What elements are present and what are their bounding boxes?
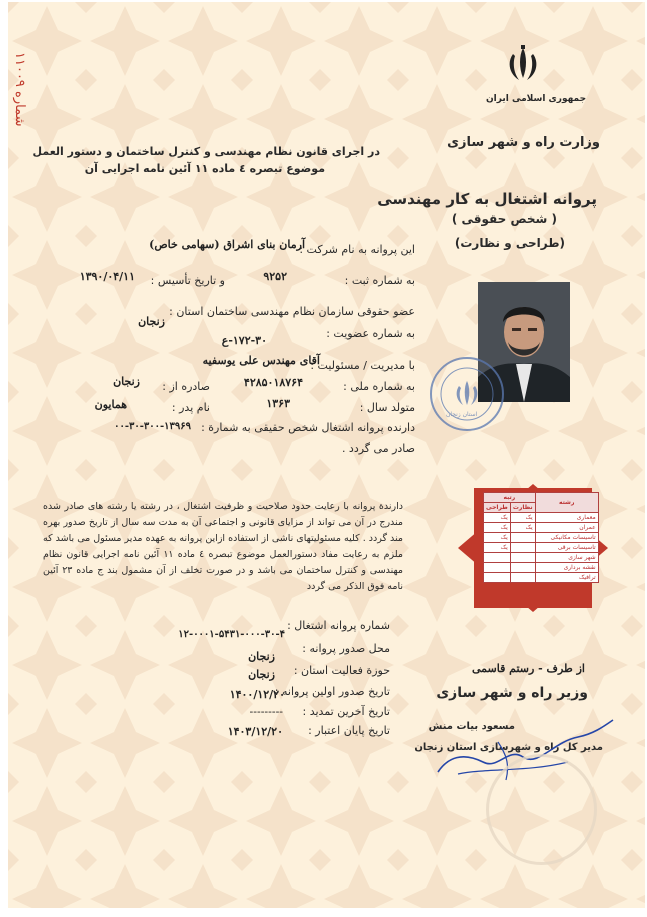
row-field: تاسیسات مکانیکی	[535, 533, 598, 543]
member-number-label: به شماره عضویت :	[326, 327, 415, 340]
row-field: شهر سازی	[535, 553, 598, 563]
father-name-value: همایون	[94, 398, 127, 411]
company-name: آرمان بنای اشراق (سهامی خاص)	[149, 238, 305, 251]
row-supervision	[510, 543, 535, 553]
row-design: یک	[484, 543, 511, 553]
table-row	[484, 553, 599, 563]
activity-value: زنجان	[248, 668, 275, 681]
holder-label: دارنده پروانه اشتغال شخص حقیقی به شمارة :	[201, 421, 415, 434]
issued-from-label: صادره از :	[162, 380, 210, 393]
reg-number-label: به شماره ثبت :	[344, 274, 415, 287]
col-field-header: رشته	[535, 493, 598, 513]
intro-line-2: موضوع تبصره ٤ ماده ۱۱ آئین نامه اجرایی آن	[84, 162, 325, 175]
row-field: عمران	[535, 523, 598, 533]
table-row	[484, 533, 599, 543]
row-design: یک	[484, 523, 511, 533]
manager-name: آقای مهندس علی یوسفیه	[202, 354, 320, 367]
grade-header: رتبه	[484, 493, 536, 503]
member-label: عضو حقوقی سازمان نظام مهندسی ساختمان استان :	[169, 305, 415, 318]
license-no-label: شماره پروانه اشتغال :	[287, 619, 390, 632]
license-title: پروانه اشتغال به کار مهندسی	[377, 190, 597, 208]
stamp-emblem-icon	[432, 359, 502, 429]
license-subtitle: ( شخص حقوقی )	[451, 212, 557, 226]
table-row	[484, 573, 599, 583]
holder-value: ۰۰-۳۰-۳۰۰-۱۳۹۶۹	[114, 421, 191, 432]
first-date-value: ۱۴۰۰/۱۲/۲۰	[229, 688, 285, 701]
row-supervision	[510, 573, 535, 583]
minister-title: وزیر راه و شهر سازی	[436, 685, 588, 701]
expiry-date-value: ۱۴۰۳/۱۲/۲۰	[227, 725, 283, 738]
table-row	[484, 563, 599, 573]
issued-from-value: زنجان	[113, 375, 140, 388]
serial-number: شماره ۱۱۰۰۹	[12, 52, 27, 127]
license-no-value: ۱۲-۰۰۰۱-۵۴۳۱-۰۰۰-۳۰-۴	[178, 629, 285, 640]
renew-date-label: تاریخ آخرین تمدید :	[302, 705, 390, 718]
license-document	[8, 2, 645, 908]
first-date-label: تاریخ صدور اولین پروانه :	[274, 685, 390, 698]
row-field: تاسیسات برقی	[535, 543, 598, 553]
row-field: ترافیک	[535, 573, 598, 583]
manager-label: با مدیریت / مسئولیت :	[310, 359, 415, 372]
col-design-header: طراحی	[484, 503, 511, 513]
expiry-date-label: تاریخ پایان اعتبار :	[308, 724, 390, 737]
minister-prefix: از طرف - رستم قاسمی	[471, 662, 585, 675]
company-label: این پروانه به نام شرکت :	[299, 243, 415, 256]
row-field: نقشه برداری	[535, 563, 598, 573]
row-supervision: یک	[510, 523, 535, 533]
body-paragraph: دارندة پروانه با رعایت حدود صلاحیت و ظرفیت اشتغال ، در رشته یا رشته های صادر شده مندرج در آن می تواند از مزایای قانونی و اجتماعی آن به مدت سه سال از تاریخ صدور بهره مند گردد . کلیه مسئولیتهای ناشی از استفاده ازاین پروانه به عهده مدیر مسئول می باشد که ملزم به رعایت مفاد دستورالعمل موضوع تبصره ٤ ماده ۱۱ آئین نامه اجرایی قانون نظام مهندسی و کنترل ساختمان می باشد و در صورت تخلف از آن مشمول بند ج ماده ۲۳ آئین نامه فوق الذکر می گردد	[43, 501, 403, 592]
founding-date-value: ۱۳۹۰/۰۴/۱۱	[79, 270, 135, 283]
row-design: یک	[484, 533, 511, 543]
table-row	[484, 513, 599, 523]
director-stamp	[486, 754, 597, 865]
ministry-stamp	[430, 357, 504, 431]
issue-place-label: محل صدور پروانه :	[302, 642, 390, 655]
reg-number-value: ۹۲۵۲	[263, 270, 287, 283]
member-number-value: ۱۷۲-۳۰-ع	[221, 334, 267, 347]
activity-label: حوزة فعالیت استان :	[293, 664, 390, 677]
table-row	[484, 543, 599, 553]
issued-text: صادر می گردد .	[341, 442, 415, 455]
founding-date-label: و تاریخ تأسیس :	[150, 274, 225, 287]
row-field: معماری	[535, 513, 598, 523]
national-id-value: ۴۲۸۵۰۱۸۷۶۴	[243, 376, 303, 389]
issue-place-value: زنجان	[248, 650, 275, 663]
row-supervision	[510, 533, 535, 543]
license-scope: (طراحی و نظارت)	[454, 236, 565, 250]
father-name-label: نام پدر :	[171, 401, 210, 414]
intro-line-1: در اجرای قانون نظام مهندسی و کنترل ساختمان و دستور العمل	[32, 145, 380, 158]
table-row	[484, 523, 599, 533]
grades-box	[458, 484, 608, 612]
member-province: زنجان	[138, 315, 165, 328]
iran-emblem-icon	[505, 44, 541, 84]
row-design: یک	[484, 513, 511, 523]
renew-date-value: ---------	[249, 705, 283, 718]
row-supervision	[510, 553, 535, 563]
director-name: مسعود بیات منش	[428, 721, 515, 732]
stamp-text: استان زنجان	[446, 411, 478, 418]
birth-year-value: ۱۳۶۳	[266, 397, 290, 410]
ministry-title: وزارت راه و شهر سازی	[447, 135, 600, 150]
birth-year-label: متولد سال :	[359, 401, 415, 414]
national-id-label: به شماره ملی :	[343, 380, 415, 393]
row-supervision: یک	[510, 513, 535, 523]
row-supervision	[510, 563, 535, 573]
row-design	[484, 563, 511, 573]
emblem-caption: جمهوری اسلامی ایران	[486, 94, 587, 104]
director-title: مدیر کل راه و شهرسازی استان زنجان	[414, 742, 603, 753]
grades-table	[483, 492, 599, 583]
col-supervision-header: نظارت	[510, 503, 535, 513]
row-design	[484, 573, 511, 583]
row-design	[484, 553, 511, 563]
